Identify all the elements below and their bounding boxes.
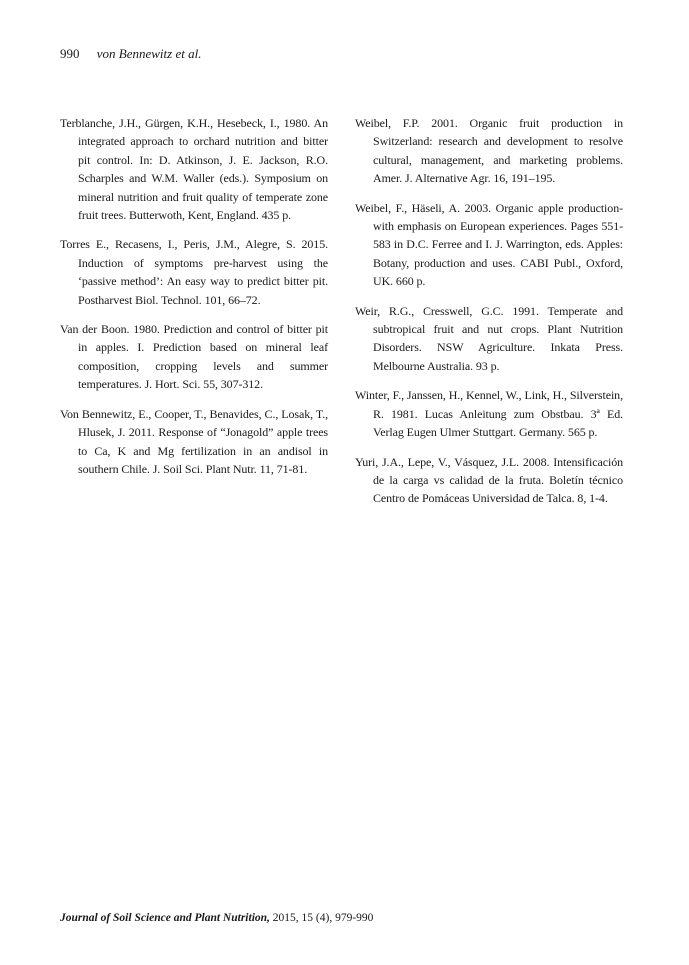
page-footer <box>60 912 373 924</box>
page-header <box>60 46 201 62</box>
reference-entry: Weir, R.G., Cresswell, G.C. 1991. Temperate and subtropical fruit and nut crops. Plant Nutrition Disorders. NSW Agriculture. Inkata Press. Melbourne Australia. 93 p. <box>355 303 623 373</box>
page-number: 990 <box>60 46 80 61</box>
journal-name: Journal of Soil Science and Plant Nutrition, <box>60 912 270 924</box>
reference-entry: Yuri, J.A., Lepe, V., Vásquez, J.L. 2008. Intensificación de la carga vs calidad de la fruta. Boletín técnico Centro de Pomáceas Universidad de Talca. 8, 1-4. <box>355 454 623 506</box>
reference-entry: Torres E., Recasens, I., Peris, J.M., Alegre, S. 2015. Induction of symptoms pre-harvest using the ‘passive method’: An easy way to predict bitter pit. Postharvest Biol. Technol. 101, 66–72. <box>60 237 328 307</box>
reference-entry: Van der Boon. 1980. Prediction and control of bitter pit in apples. I. Prediction based on mineral leaf composition, cropping levels and summer temperatures. J. Hort. Sci. 55, 307-312. <box>60 322 328 392</box>
running-head: von Bennewitz et al. <box>96 46 202 61</box>
reference-entry: Weibel, F., Häseli, A. 2003. Organic apple production-with emphasis on European experiences. Pages 551-583 in D.C. Ferree and I. J. Warrington, eds. Apples: Botany, production and uses. CABI Publ., Oxford, UK. 660 p. <box>355 200 623 289</box>
references-left-column <box>60 114 328 489</box>
journal-citation: 2015, 15 (4), 979-990 <box>269 912 374 924</box>
references-right-column <box>355 114 623 519</box>
reference-entry: Von Bennewitz, E., Cooper, T., Benavides, C., Losak, T., Hlusek, J. 2011. Response of “Jonagold” apple trees to Ca, K and Mg fertilization in an andisol in southern Chile. J. Soil Sci. Plant Nutr. 11, 71-81. <box>60 406 328 476</box>
reference-entry: Weibel, F.P. 2001. Organic fruit production in Switzerland: research and development to resolve cultural, management, and marketing problems. Amer. J. Alternative Agr. 16, 191–195. <box>355 116 623 186</box>
reference-entry: Terblanche, J.H., Gürgen, K.H., Hesebeck, I., 1980. An integrated approach to orchard nutrition and bitter pit control. In: D. Atkinson, J. E. Jackson, R.O. Scharples and W.M. Waller (eds.). Symposium on mineral nutrition and fruit quality of temperate zone fruit trees. Butterwoth, Kent, England. 435 p. <box>60 116 328 223</box>
reference-entry: Winter, F., Janssen, H., Kennel, W., Link, H., Silverstein, R. 1981. Lucas Anleitung zum Obstbau. 3ª Ed. Verlag Eugen Ulmer Stuttgart. Germany. 565 p. <box>355 388 623 440</box>
